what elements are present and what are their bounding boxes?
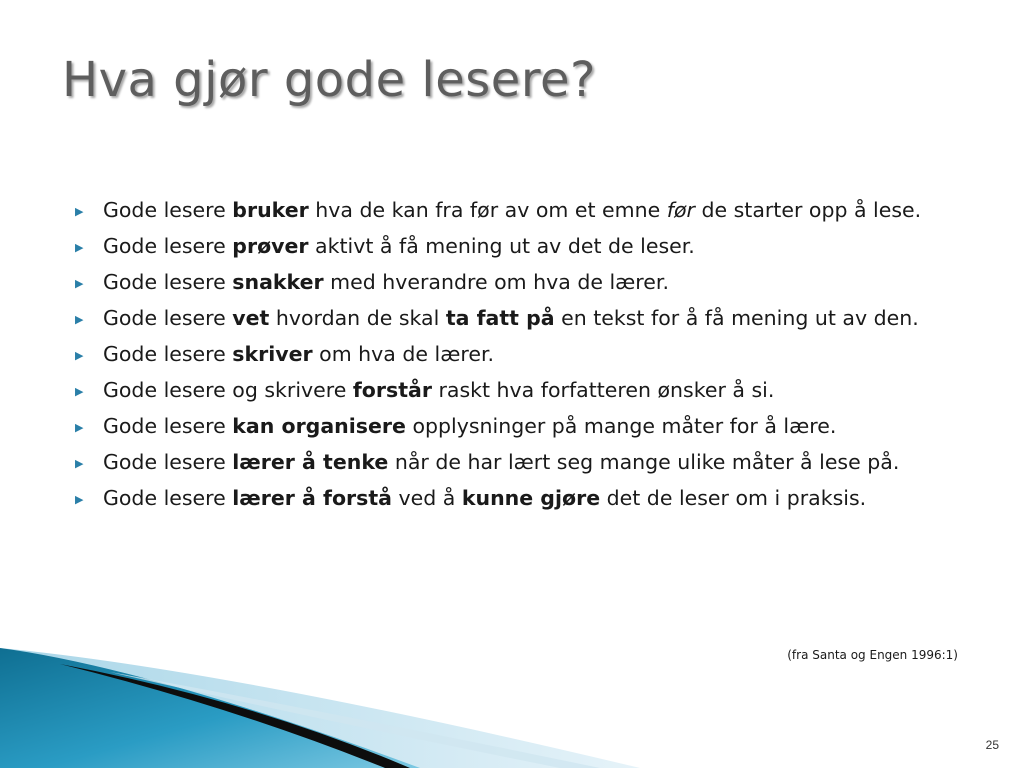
bullet-bold-text: kunne gjøre xyxy=(461,486,601,510)
bullet-item xyxy=(72,231,972,262)
bullet-text: aktivt å få mening ut av det de leser. xyxy=(308,234,695,258)
bullet-text: det de leser om i praksis. xyxy=(600,486,867,510)
bullet-text: Gode lesere xyxy=(103,450,233,474)
page-number: 25 xyxy=(985,738,999,752)
bullet-bold-text: prøver xyxy=(232,234,309,258)
bullet-bold-text: skriver xyxy=(232,342,313,366)
citation: (fra Santa og Engen 1996:1) xyxy=(787,648,958,662)
bullet-text: når de har lært seg mange ulike måter å lese på. xyxy=(388,450,900,474)
bullet-text: Gode lesere xyxy=(103,486,233,510)
page-title: Hva gjør gode lesere? xyxy=(62,52,597,108)
bullet-bold-text: forstår xyxy=(352,378,432,402)
bullet-text: Gode lesere xyxy=(103,234,233,258)
bullet-item xyxy=(72,195,972,226)
bullet-text: raskt hva forfatteren ønsker å si. xyxy=(431,378,775,402)
bullet-item xyxy=(72,339,972,370)
bullet-bold-text: snakker xyxy=(232,270,324,294)
bullet-text: opplysninger på mange måter for å lære. xyxy=(405,414,837,438)
triangle-right-icon: ▶ xyxy=(75,349,84,362)
bullet-text: Gode lesere xyxy=(103,342,233,366)
triangle-right-icon: ▶ xyxy=(75,241,84,254)
bullet-text: Gode lesere xyxy=(103,414,233,438)
triangle-right-icon: ▶ xyxy=(75,205,84,218)
bullet-text: de starter opp å lese. xyxy=(694,198,922,222)
bullet-item xyxy=(72,447,972,478)
bullet-text: Gode lesere xyxy=(103,306,233,330)
bullet-bold-text: lærer å forstå xyxy=(232,486,392,510)
bullet-item xyxy=(72,483,972,514)
bullet-bold-text: vet xyxy=(232,306,270,330)
bullet-item xyxy=(72,411,972,442)
bullet-text: Gode lesere og skrivere xyxy=(103,378,353,402)
bullet-text: Gode lesere xyxy=(103,198,233,222)
bullet-text: hva de kan fra før av om et emne xyxy=(308,198,667,222)
bullet-list xyxy=(72,195,972,519)
triangle-right-icon: ▶ xyxy=(75,421,84,434)
bullet-item xyxy=(72,267,972,298)
bullet-text: hvordan de skal xyxy=(269,306,446,330)
triangle-right-icon: ▶ xyxy=(75,493,84,506)
bullet-text: Gode lesere xyxy=(103,270,233,294)
bullet-italic-text: før xyxy=(666,198,695,222)
triangle-right-icon: ▶ xyxy=(75,277,84,290)
bullet-bold-text: ta fatt på xyxy=(445,306,555,330)
bullet-item xyxy=(72,375,972,406)
bullet-item xyxy=(72,303,972,334)
bullet-bold-text: bruker xyxy=(232,198,309,222)
triangle-right-icon: ▶ xyxy=(75,313,84,326)
bullet-text: med hverandre om hva de lærer. xyxy=(323,270,669,294)
bullet-text: ved å xyxy=(391,486,462,510)
bullet-text: en tekst for å få mening ut av den. xyxy=(554,306,919,330)
triangle-right-icon: ▶ xyxy=(75,457,84,470)
triangle-right-icon: ▶ xyxy=(75,385,84,398)
bullet-bold-text: lærer å tenke xyxy=(232,450,389,474)
bullet-text: om hva de lærer. xyxy=(312,342,495,366)
bullet-bold-text: kan organisere xyxy=(232,414,406,438)
